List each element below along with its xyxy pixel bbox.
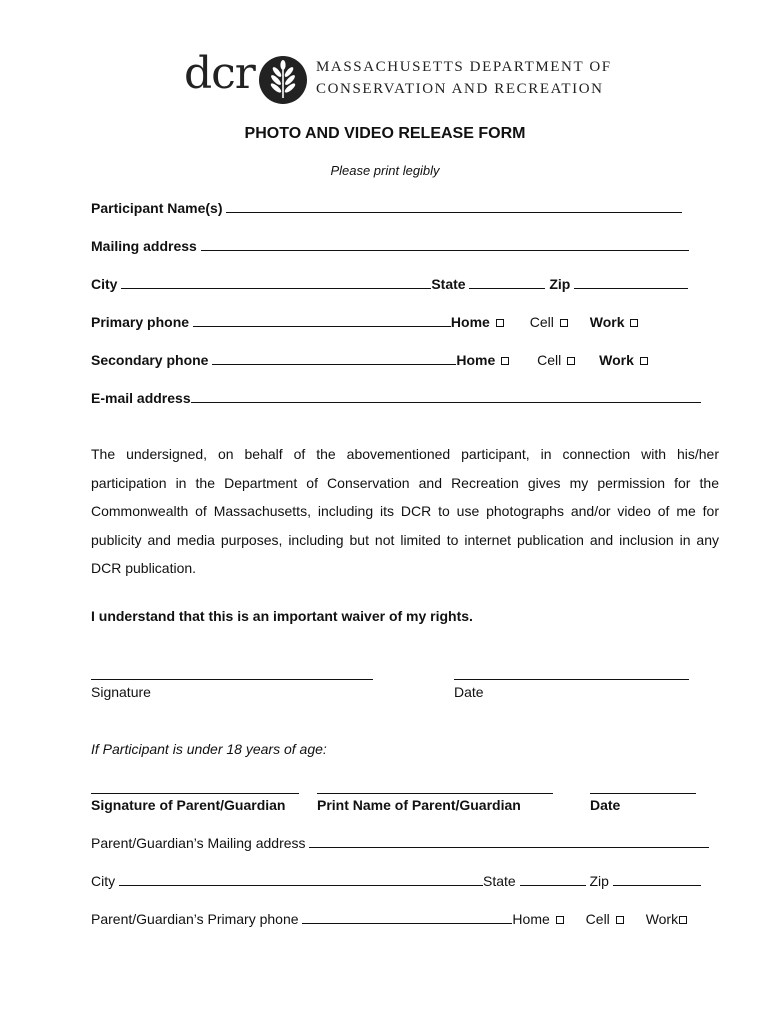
department-name-line1: MASSACHUSETTS DEPARTMENT OF (316, 59, 612, 75)
cell-option-label: Cell (585, 911, 610, 927)
guardian-phone-label: Parent/Guardian’s Primary phone (91, 911, 299, 927)
cell-checkbox[interactable] (567, 357, 575, 365)
guardian-city-field[interactable] (119, 873, 483, 886)
participant-name-field[interactable] (226, 200, 682, 213)
primary-phone-home[interactable] (451, 314, 504, 330)
secondary-phone-home[interactable] (456, 352, 509, 368)
primary-phone-cell[interactable] (530, 314, 568, 330)
cell-option-label: Cell (537, 352, 562, 368)
signature-line[interactable] (91, 679, 373, 680)
cell-checkbox[interactable] (616, 916, 624, 924)
primary-phone-row (91, 314, 638, 330)
city-field[interactable] (121, 276, 431, 289)
guardian-phone-row (91, 911, 687, 927)
email-label: E-mail address (91, 390, 191, 406)
email-field[interactable] (191, 390, 701, 403)
guardian-phone-field[interactable] (302, 911, 512, 924)
secondary-phone-label: Secondary phone (91, 352, 209, 368)
minor-note: If Participant is under 18 years of age: (91, 741, 327, 757)
dcr-logo-text: dcr (184, 48, 255, 99)
participant-name-label: Participant Name(s) (91, 200, 223, 216)
primary-phone-work[interactable] (590, 314, 639, 330)
guardian-zip-field[interactable] (613, 873, 701, 886)
home-checkbox[interactable] (556, 916, 564, 924)
secondary-phone-work[interactable] (599, 352, 648, 368)
city-label: City (91, 276, 118, 292)
work-checkbox[interactable] (679, 916, 687, 924)
guardian-mailing-address-label: Parent/Guardian’s Mailing address (91, 835, 306, 851)
primary-phone-field[interactable] (193, 314, 451, 327)
cell-checkbox[interactable] (560, 319, 568, 327)
work-option-label: Work (589, 314, 625, 330)
state-label: State (431, 276, 466, 292)
guardian-signature-line[interactable] (91, 793, 299, 794)
guardian-phone-home[interactable] (512, 911, 563, 927)
city-state-zip-row (91, 276, 688, 292)
secondary-phone-field[interactable] (212, 352, 456, 365)
mailing-address-row (91, 238, 689, 254)
guardian-phone-cell[interactable] (586, 911, 624, 927)
mailing-address-field[interactable] (201, 238, 689, 251)
work-option-label: Work (599, 352, 634, 368)
home-option-label: Home (456, 352, 496, 368)
release-paragraph: The undersigned, on behalf of the abovementioned participant, in connection with his/her participation in the Department of Conservation and Recreation gives my permission for the Commonwealth of Massachusetts, including its DCR to use photographs and/or video of me for publicity and media purposes, including but not limited to internet publication and inclusion in any DCR publication. (91, 446, 719, 576)
guardian-state-label: State (483, 873, 516, 889)
guardian-signature-label: Signature of Parent/Guardian (91, 797, 286, 813)
zip-label: Zip (549, 276, 571, 292)
guardian-zip-label: Zip (589, 873, 609, 889)
form-subtitle: Please print legibly (330, 163, 440, 178)
guardian-print-name-line[interactable] (317, 793, 553, 794)
date-line[interactable] (454, 679, 689, 680)
home-checkbox[interactable] (501, 357, 509, 365)
guardian-city-label: City (91, 873, 116, 889)
mailing-address-label: Mailing address (91, 238, 197, 254)
home-option-label: Home (450, 314, 490, 330)
cell-option-label: Cell (529, 314, 554, 330)
guardian-mailing-address-row (91, 835, 709, 851)
guardian-phone-work[interactable] (646, 911, 687, 927)
home-checkbox[interactable] (496, 319, 504, 327)
secondary-phone-row (91, 352, 648, 368)
work-checkbox[interactable] (640, 357, 648, 365)
work-checkbox[interactable] (630, 319, 638, 327)
guardian-state-field[interactable] (520, 873, 586, 886)
guardian-print-name-label: Print Name of Parent/Guardian (317, 797, 521, 813)
participant-name-row (91, 200, 682, 216)
signature-label: Signature (91, 684, 151, 700)
zip-field[interactable] (574, 276, 688, 289)
email-row (91, 390, 701, 406)
department-name-line2: CONSERVATION AND RECREATION (316, 81, 604, 97)
work-option-label: Work (645, 911, 679, 927)
primary-phone-label: Primary phone (91, 314, 190, 330)
guardian-date-label: Date (590, 797, 621, 813)
guardian-mailing-address-field[interactable] (309, 835, 709, 848)
date-label: Date (454, 684, 484, 700)
secondary-phone-cell[interactable] (537, 352, 575, 368)
guardian-city-state-zip-row (91, 873, 701, 889)
waiver-statement: I understand that this is an important waiver of my rights. (91, 608, 473, 624)
guardian-date-line[interactable] (590, 793, 696, 794)
home-option-label: Home (512, 911, 550, 927)
state-field[interactable] (469, 276, 545, 289)
leaf-seal-icon (258, 55, 308, 105)
form-title: PHOTO AND VIDEO RELEASE FORM (244, 125, 526, 142)
